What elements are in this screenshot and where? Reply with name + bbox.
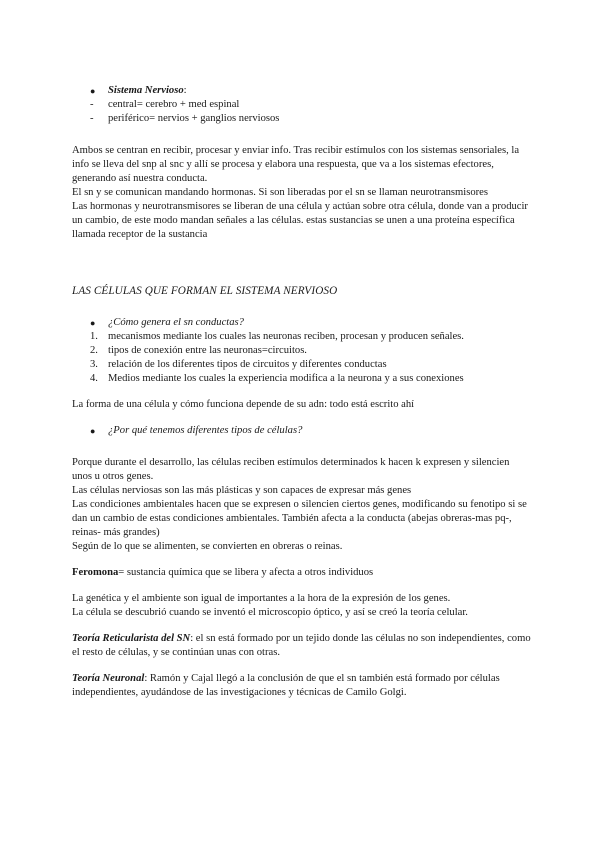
list-item [72,330,532,344]
list-item [72,98,532,112]
section-title: LAS CÉLULAS QUE FORMAN EL SISTEMA NERVIOSO [72,285,338,297]
feromona-term: Feromona [72,567,119,578]
number-marker: 2. [90,345,98,356]
number-marker: 4. [90,373,98,384]
neuronal-paragraph [72,672,532,700]
reticular-text: : el sn está formado por un tejido donde las células no son independientes, como el resto de células, y se continúan unas con otras. [72,633,531,658]
hormones-paragraph: Las hormonas y neurotransmisores se liberan de una célula y actúan sobre otra célula, donde van a producir un cambio, de este modo mandan señales a las células. estas sustancias se unen a una proteína específica llamada receptor de la sustancia [72,201,528,240]
list-item [72,372,532,386]
bullet-icon: ● [90,86,96,96]
question1-list [72,316,532,330]
list-item-text: tipos de conexión entre las neuronas=circuitos. [108,345,307,356]
neuronal-term: Teoría Neuronal [72,673,145,684]
list-item [72,344,532,358]
conditions-paragraph: Las condiciones ambientales hacen que se expresen o silencien ciertos genes, modificando su fenotipo si se dan un cambio de estas condiciones ambientales. También afecta a la conducta (abejas obreras-mas pq-, reinas- más grandes) [72,499,527,538]
sistema-sublist [72,98,532,126]
bullet-icon: ● [90,426,96,436]
feromona-definition: = sustancia química que se libera y afecta a otros individuos [118,567,374,578]
neuronal-text: : Ramón y Cajal llegó a la conclusión de que el sn también está formado por células independientes, ayudándose de las investigaciones y técnicas de Camilo Golgi. [72,673,500,698]
heading-suffix: : [183,85,187,96]
microscope-line: La célula se descubrió cuando se inventó el microscopio óptico, y así se creó la teoría celular. [72,607,468,618]
intro-paragraph: Ambos se centran en recibir, procesar y enviar info. Tras recibir estímulos con los sistemas sensoriales, la info se lleva del snp al snc y allí se procesa y elabora una respuesta, que va a los sistemas efectores, generando así nuestra conducta. [72,145,520,184]
sistema-heading: Sistema Nervioso [108,85,184,96]
reticular-term: Teoría Reticularista del SN [72,633,191,644]
genetics-line: La genética y el ambiente son igual de importantes a la hora de la expresión de los genes. [72,593,451,604]
development-paragraph: Porque durante el desarrollo, las células reciben estímulos determinados k hacen k expresen y silencien unos u otros genes. [72,457,510,482]
list-item [72,424,532,438]
feed-line: Según de lo que se alimenten, se convierten en obreras o reinas. [72,541,343,552]
list-item-text: Medios mediante los cuales la experiencia modifica a la neurona y a sus conexiones [108,373,464,384]
numbered-list [72,330,532,386]
bullet-icon: ● [90,318,96,328]
list-item [72,112,532,126]
reticular-paragraph [72,632,532,660]
adn-line: La forma de una célula y cómo funciona depende de su adn: todo está escrito ahí [72,399,415,410]
plastic-line: Las células nerviosas son las más plásticas y son capaces de expresar más genes [72,485,412,496]
number-marker: 3. [90,359,98,370]
sistema-heading-list [72,84,532,98]
number-marker: 1. [90,331,98,342]
page-content [72,84,532,700]
list-item [72,358,532,372]
list-item-text: relación de los diferentes tipos de circuitos y diferentes conductas [108,359,387,370]
dash-marker: - [90,113,94,124]
list-item-text: periférico= nervios + ganglios nerviosos [108,113,280,124]
question2: ¿Por qué tenemos diferentes tipos de células? [108,425,303,436]
question1: ¿Cómo genera el sn conductas? [108,317,244,328]
list-item-text: central= cerebro + med espinal [108,99,240,110]
dash-marker: - [90,99,94,110]
list-item [72,84,532,98]
list-item-text: mecanismos mediante los cuales las neuronas reciben, procesan y producen señales. [108,331,464,342]
feromona-line [72,566,532,580]
question2-list [72,424,532,438]
list-item [72,316,532,330]
hormones-line: El sn y se comunican mandando hormonas. Si son liberadas por el sn se llaman neurotransmisores [72,187,489,198]
